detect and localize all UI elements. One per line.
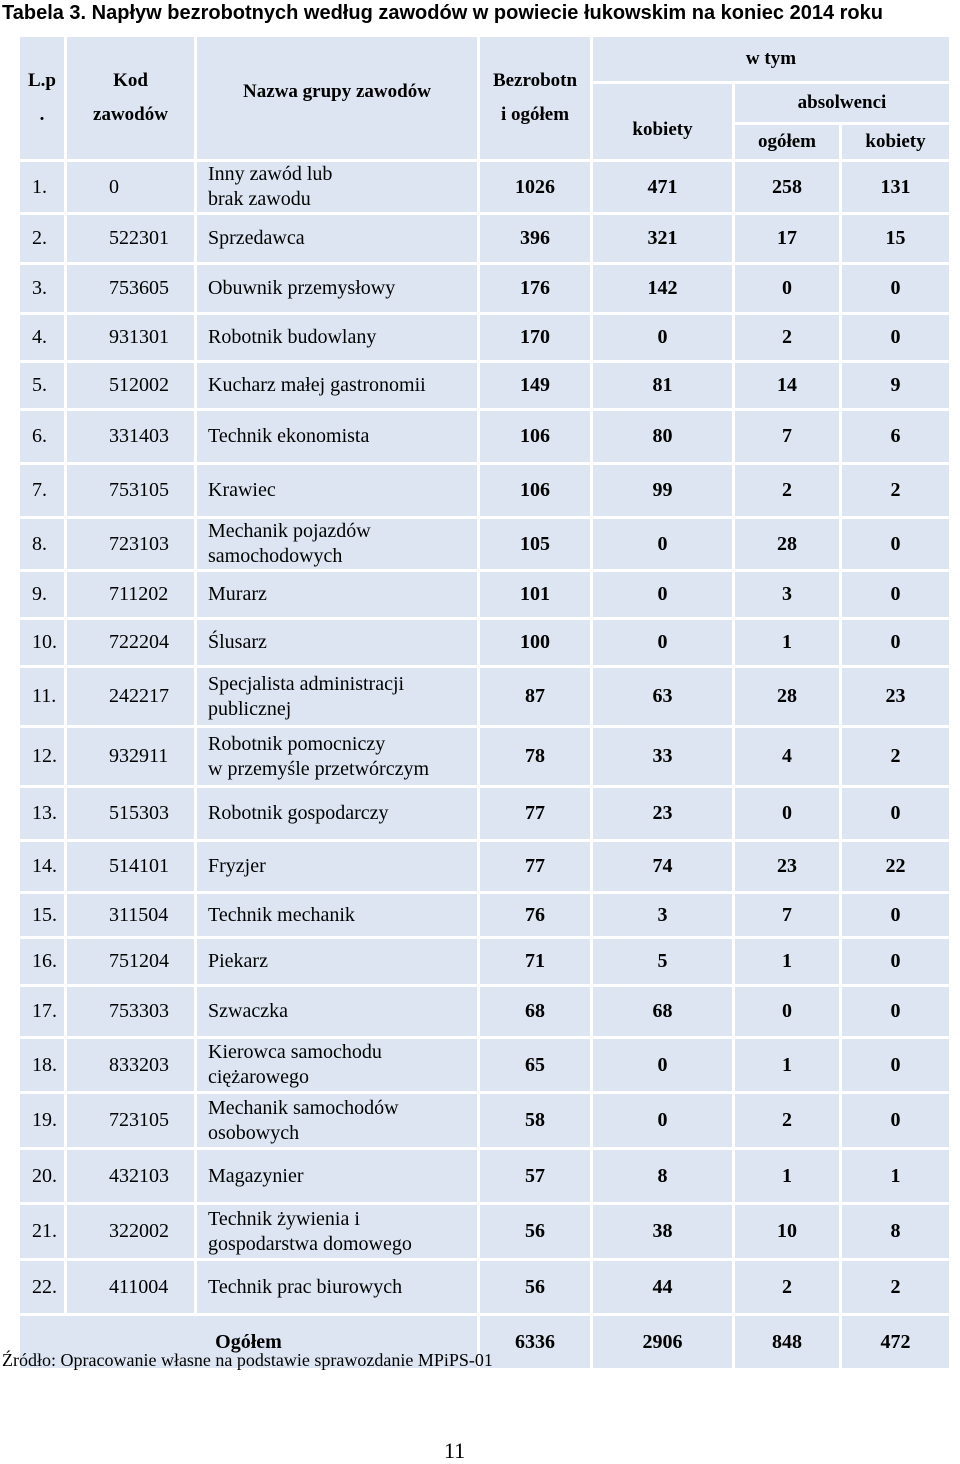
- totals-kobiety: 2906: [593, 1316, 732, 1368]
- row-kobiety: 80: [593, 411, 732, 462]
- row-kod: 931301: [67, 315, 194, 360]
- row-kobiety: 63: [593, 668, 732, 725]
- row-name-line: Technik żywienia i: [208, 1207, 360, 1230]
- row-lp: 1.: [20, 162, 64, 212]
- table-row: [20, 465, 949, 516]
- row-abs-ogolem: 1: [735, 1150, 839, 1202]
- table-row: [20, 1205, 949, 1258]
- row-name-line: Kierowca samochodu: [208, 1041, 382, 1063]
- row-name-line: Sprzedawca: [208, 227, 305, 249]
- row-name: [197, 265, 477, 312]
- row-abs-kobiety: 0: [842, 519, 949, 569]
- table-row: [20, 668, 949, 725]
- table-row: [20, 411, 949, 462]
- row-lp: 18.: [20, 1039, 64, 1091]
- row-total: 77: [480, 788, 590, 839]
- row-kobiety: 68: [593, 987, 732, 1036]
- row-name: [197, 1094, 477, 1147]
- row-abs-kobiety: 0: [842, 1039, 949, 1091]
- source-note: Źródło: Opracowanie własne na podstawie sprawozdanie MPiPS-01: [2, 1350, 493, 1370]
- row-name-line: Szwaczka: [208, 1000, 288, 1022]
- row-kobiety: 321: [593, 215, 732, 262]
- row-name: [197, 411, 477, 462]
- row-abs-ogolem: 14: [735, 363, 839, 408]
- row-lp: 11.: [20, 668, 64, 725]
- row-kobiety: 0: [593, 1094, 732, 1147]
- row-kobiety: 44: [593, 1261, 732, 1313]
- row-total: 56: [480, 1205, 590, 1258]
- row-name-line: w przemyśle przetwórczym: [208, 757, 430, 780]
- header-name-text: Nazwa grupy zawodów: [243, 81, 431, 102]
- row-kobiety: 99: [593, 465, 732, 516]
- row-kobiety: 0: [593, 620, 732, 665]
- header-total-line2: i ogółem: [500, 104, 570, 125]
- row-total: 100: [480, 620, 590, 665]
- row-lp: 14.: [20, 842, 64, 891]
- table-row: [20, 265, 949, 312]
- row-abs-ogolem: 2: [735, 315, 839, 360]
- row-kobiety: 0: [593, 572, 732, 617]
- row-total: 65: [480, 1039, 590, 1091]
- row-name-line: Murarz: [208, 583, 267, 605]
- row-abs-ogolem: 28: [735, 519, 839, 569]
- row-abs-kobiety: 131: [842, 162, 949, 212]
- row-name: [197, 1150, 477, 1202]
- row-total: 56: [480, 1261, 590, 1313]
- row-name-line: Mechanik pojazdów: [208, 520, 371, 542]
- row-abs-kobiety: 22: [842, 842, 949, 891]
- row-name-line: ciężarowego: [208, 1066, 310, 1088]
- row-abs-ogolem: 0: [735, 788, 839, 839]
- row-lp: 12.: [20, 728, 64, 785]
- header-kod-line2: zawodów: [93, 104, 168, 125]
- row-abs-ogolem: 258: [735, 162, 839, 212]
- table-row: [20, 519, 949, 569]
- row-abs-ogolem: 0: [735, 265, 839, 312]
- row-abs-ogolem: 0: [735, 987, 839, 1036]
- row-abs-kobiety: 0: [842, 987, 949, 1036]
- row-lp: 5.: [20, 363, 64, 408]
- row-kod: 932911: [67, 728, 194, 785]
- row-name: [197, 987, 477, 1036]
- row-total: 77: [480, 842, 590, 891]
- row-total: 106: [480, 465, 590, 516]
- row-abs-ogolem: 1: [735, 939, 839, 984]
- row-kod: 242217: [67, 668, 194, 725]
- row-abs-ogolem: 7: [735, 411, 839, 462]
- row-name: [197, 788, 477, 839]
- row-abs-kobiety: 9: [842, 363, 949, 408]
- row-total: 58: [480, 1094, 590, 1147]
- row-name-line: Specjalista administracji: [208, 672, 405, 695]
- row-abs-kobiety: 0: [842, 315, 949, 360]
- row-total: 76: [480, 894, 590, 936]
- totals-total: 6336: [480, 1316, 590, 1368]
- row-lp: 3.: [20, 265, 64, 312]
- row-kod: 0: [67, 162, 194, 212]
- row-total: 105: [480, 519, 590, 569]
- row-kobiety: 3: [593, 894, 732, 936]
- row-name-line: Technik mechanik: [208, 903, 355, 926]
- table-row: [20, 987, 949, 1036]
- row-abs-ogolem: 1: [735, 620, 839, 665]
- row-name-line: Technik ekonomista: [208, 425, 370, 447]
- table-row: [20, 620, 949, 665]
- table-row: [20, 788, 949, 839]
- row-lp: 15.: [20, 894, 64, 936]
- row-total: 78: [480, 728, 590, 785]
- row-kobiety: 8: [593, 1150, 732, 1202]
- header-lp: [20, 37, 64, 159]
- header-total-line1: Bezrobotn: [492, 70, 578, 91]
- row-kod: 514101: [67, 842, 194, 891]
- header-name: [197, 37, 477, 159]
- row-abs-ogolem: 4: [735, 728, 839, 785]
- row-abs-kobiety: 0: [842, 939, 949, 984]
- row-lp: 21.: [20, 1205, 64, 1258]
- row-kod: 331403: [67, 411, 194, 462]
- header-abs-kobiety: kobiety: [842, 125, 949, 159]
- row-name: [197, 1205, 477, 1258]
- row-abs-kobiety: 0: [842, 620, 949, 665]
- row-kod: 311504: [67, 894, 194, 936]
- row-kobiety: 0: [593, 315, 732, 360]
- row-abs-kobiety: 15: [842, 215, 949, 262]
- row-kod: 723105: [67, 1094, 194, 1147]
- totals-label: Ogółem: [20, 1316, 477, 1368]
- table-row: [20, 162, 949, 212]
- row-lp: 2.: [20, 215, 64, 262]
- row-kod: 753105: [67, 465, 194, 516]
- row-abs-kobiety: 0: [842, 572, 949, 617]
- row-name-line: osobowych: [208, 1121, 300, 1144]
- row-abs-kobiety: 0: [842, 1094, 949, 1147]
- totals-abs-ogolem: 848: [735, 1316, 839, 1368]
- row-name: [197, 1261, 477, 1313]
- table-row: [20, 894, 949, 936]
- row-kobiety: 74: [593, 842, 732, 891]
- row-lp: 22.: [20, 1261, 64, 1313]
- header-kobiety: kobiety: [593, 84, 732, 159]
- table-row: [20, 215, 949, 262]
- row-name: [197, 519, 477, 569]
- totals-abs-kobiety: 472: [842, 1316, 949, 1368]
- header-lp-line1: L.p: [28, 70, 56, 91]
- row-lp: 16.: [20, 939, 64, 984]
- row-name-line: gospodarstwa domowego: [208, 1232, 412, 1255]
- row-kobiety: 142: [593, 265, 732, 312]
- row-kod: 515303: [67, 788, 194, 839]
- row-kobiety: 0: [593, 1039, 732, 1091]
- row-abs-ogolem: 1: [735, 1039, 839, 1091]
- row-total: 57: [480, 1150, 590, 1202]
- header-abs-ogolem: ogółem: [735, 125, 839, 159]
- row-name-line: Piekarz: [208, 950, 268, 972]
- row-name-line: Krawiec: [208, 479, 276, 501]
- row-lp: 9.: [20, 572, 64, 617]
- row-kobiety: 33: [593, 728, 732, 785]
- row-name-line: Ślusarz: [208, 631, 267, 653]
- row-abs-kobiety: 8: [842, 1205, 949, 1258]
- table-row: [20, 572, 949, 617]
- row-name-line: Mechanik samochodów: [208, 1096, 399, 1119]
- row-total: 170: [480, 315, 590, 360]
- row-kod: 432103: [67, 1150, 194, 1202]
- row-lp: 7.: [20, 465, 64, 516]
- row-name-line: brak zawodu: [208, 188, 311, 210]
- row-total: 149: [480, 363, 590, 408]
- table-row: [20, 1150, 949, 1202]
- table-row: [20, 1039, 949, 1091]
- row-kod: 512002: [67, 363, 194, 408]
- row-total: 68: [480, 987, 590, 1036]
- table-row: [20, 939, 949, 984]
- header-lp-line2: .: [39, 104, 45, 125]
- table-row: [20, 363, 949, 408]
- row-abs-ogolem: 3: [735, 572, 839, 617]
- row-lp: 4.: [20, 315, 64, 360]
- row-name-line: Robotnik pomocniczy: [208, 732, 386, 755]
- row-total: 101: [480, 572, 590, 617]
- row-lp: 8.: [20, 519, 64, 569]
- row-name-line: Robotnik gospodarczy: [208, 802, 389, 824]
- row-name: [197, 215, 477, 262]
- row-total: 71: [480, 939, 590, 984]
- header-total: [480, 37, 590, 159]
- row-name: [197, 668, 477, 725]
- row-lp: 17.: [20, 987, 64, 1036]
- row-abs-ogolem: 7: [735, 894, 839, 936]
- row-abs-kobiety: 0: [842, 788, 949, 839]
- row-name: [197, 620, 477, 665]
- row-kobiety: 0: [593, 519, 732, 569]
- header-kod: [67, 37, 194, 159]
- row-total: 1026: [480, 162, 590, 212]
- row-kod: 751204: [67, 939, 194, 984]
- row-name-line: Obuwnik przemysłowy: [208, 277, 396, 299]
- row-kobiety: 81: [593, 363, 732, 408]
- row-abs-ogolem: 17: [735, 215, 839, 262]
- row-lp: 10.: [20, 620, 64, 665]
- row-name-line: Technik prac biurowych: [208, 1275, 403, 1298]
- row-total: 396: [480, 215, 590, 262]
- unemployment-table: [17, 34, 952, 1371]
- row-total: 176: [480, 265, 590, 312]
- row-kobiety: 38: [593, 1205, 732, 1258]
- row-abs-kobiety: 0: [842, 265, 949, 312]
- header-kod-line1: Kod: [113, 70, 148, 91]
- row-abs-kobiety: 6: [842, 411, 949, 462]
- row-kod: 722204: [67, 620, 194, 665]
- table-row: [20, 728, 949, 785]
- row-kod: 723103: [67, 519, 194, 569]
- row-name: [197, 939, 477, 984]
- header-absolwenci: absolwenci: [735, 84, 949, 122]
- row-name-line: Kucharz małej gastronomii: [208, 374, 426, 396]
- row-name: [197, 894, 477, 936]
- row-kod: 522301: [67, 215, 194, 262]
- row-kod: 753605: [67, 265, 194, 312]
- row-abs-ogolem: 2: [735, 1094, 839, 1147]
- row-abs-kobiety: 2: [842, 465, 949, 516]
- table-row: [20, 315, 949, 360]
- row-name-line: Inny zawód lub: [208, 163, 333, 185]
- table-row: [20, 1261, 949, 1313]
- row-abs-ogolem: 23: [735, 842, 839, 891]
- row-abs-ogolem: 10: [735, 1205, 839, 1258]
- row-name-line: samochodowych: [208, 545, 343, 567]
- row-kobiety: 23: [593, 788, 732, 839]
- row-kod: 833203: [67, 1039, 194, 1091]
- row-abs-kobiety: 2: [842, 728, 949, 785]
- row-name: [197, 162, 477, 212]
- page-number: 11: [444, 1438, 466, 1463]
- header-row-1: [20, 37, 949, 81]
- row-total: 87: [480, 668, 590, 725]
- row-lp: 6.: [20, 411, 64, 462]
- row-abs-ogolem: 2: [735, 465, 839, 516]
- row-lp: 13.: [20, 788, 64, 839]
- row-abs-ogolem: 28: [735, 668, 839, 725]
- row-name-line: Robotnik budowlany: [208, 326, 377, 348]
- row-name: [197, 465, 477, 516]
- table-row: [20, 842, 949, 891]
- table-caption: Tabela 3. Napływ bezrobotnych według zawodów w powiecie łukowskim na koniec 2014 roku: [2, 2, 883, 24]
- row-name-line: Magazynier: [208, 1164, 304, 1187]
- row-abs-kobiety: 0: [842, 894, 949, 936]
- header-w-tym: w tym: [593, 37, 949, 81]
- row-name: [197, 842, 477, 891]
- row-kod: 753303: [67, 987, 194, 1036]
- row-name-line: Fryzjer: [208, 855, 266, 877]
- row-kobiety: 471: [593, 162, 732, 212]
- row-abs-ogolem: 2: [735, 1261, 839, 1313]
- row-name: [197, 315, 477, 360]
- row-name: [197, 728, 477, 785]
- row-abs-kobiety: 23: [842, 668, 949, 725]
- row-name-line: publicznej: [208, 697, 292, 720]
- row-kobiety: 5: [593, 939, 732, 984]
- row-name: [197, 572, 477, 617]
- row-name: [197, 1039, 477, 1091]
- row-lp: 20.: [20, 1150, 64, 1202]
- row-abs-kobiety: 1: [842, 1150, 949, 1202]
- row-kod: 411004: [67, 1261, 194, 1313]
- row-lp: 19.: [20, 1094, 64, 1147]
- row-kod: 711202: [67, 572, 194, 617]
- row-kod: 322002: [67, 1205, 194, 1258]
- row-abs-kobiety: 2: [842, 1261, 949, 1313]
- row-name: [197, 363, 477, 408]
- table-row: [20, 1094, 949, 1147]
- row-total: 106: [480, 411, 590, 462]
